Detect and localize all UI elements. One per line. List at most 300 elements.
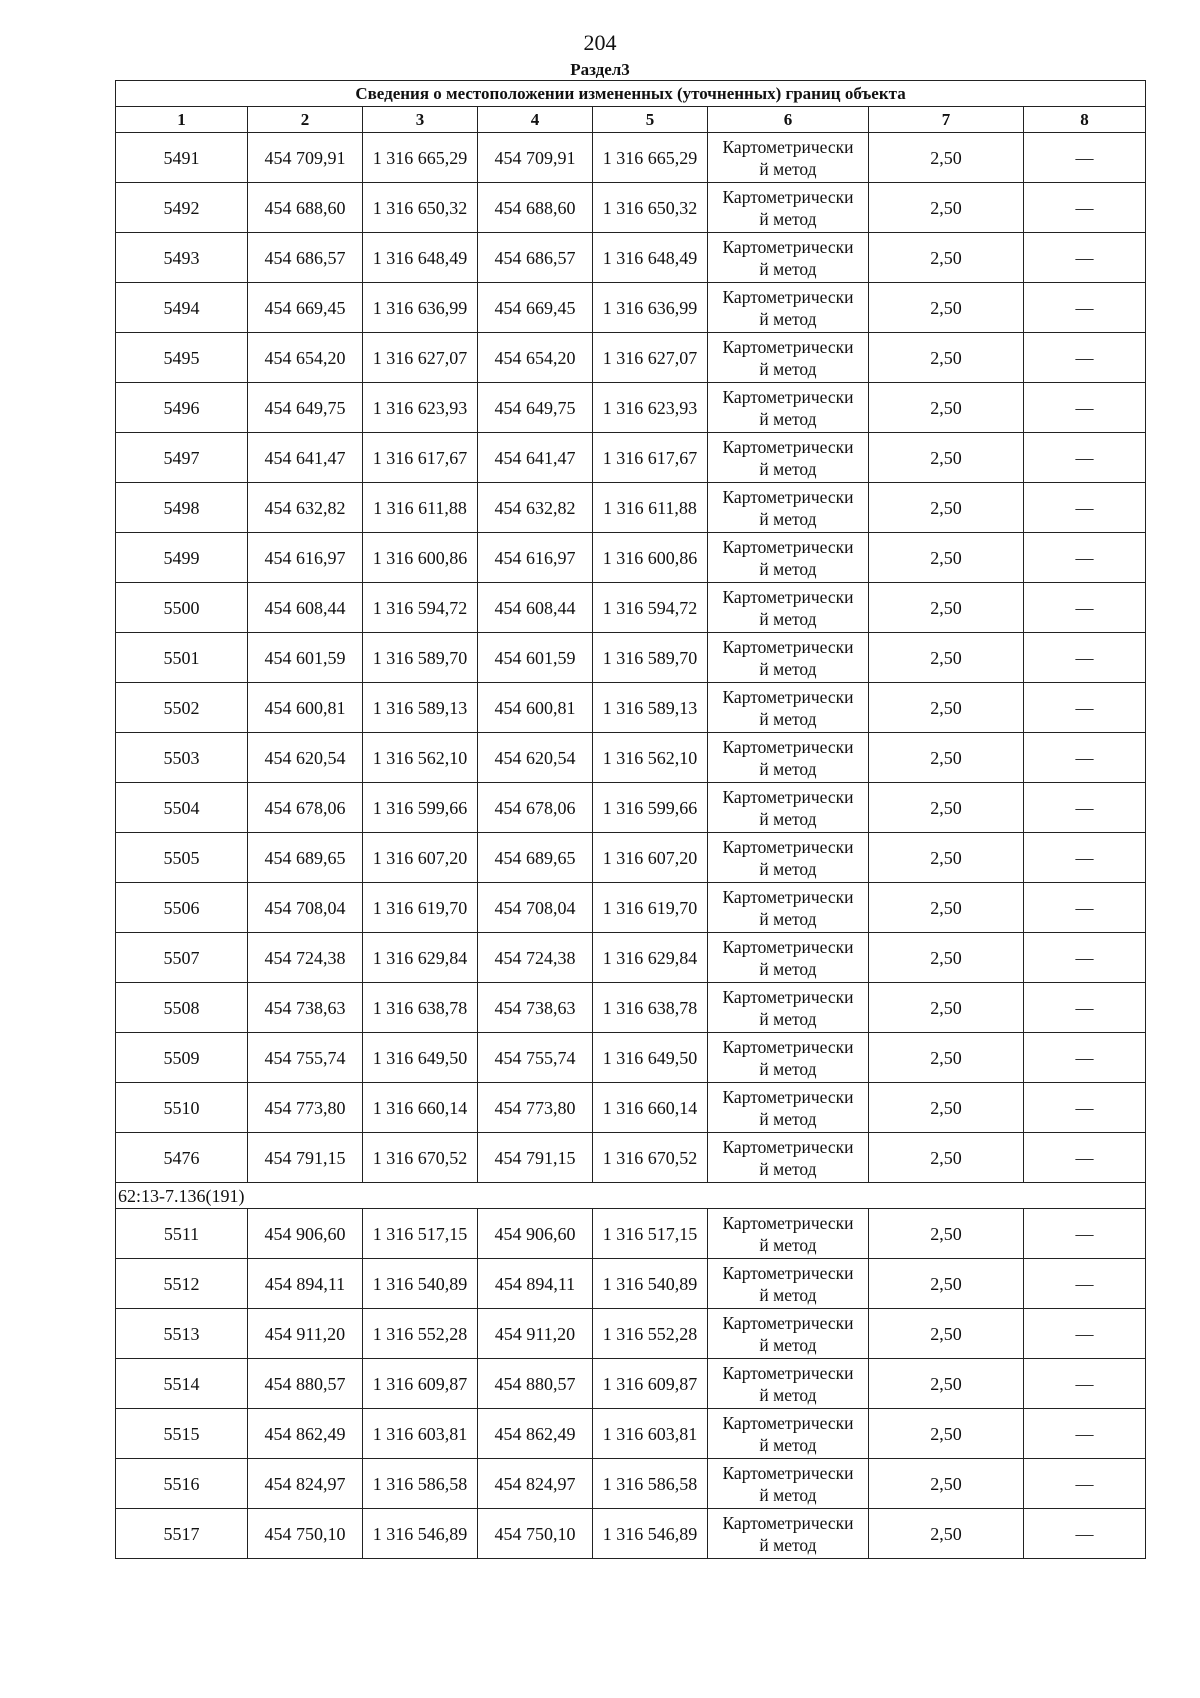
table-row — [116, 1133, 1146, 1183]
method-cell — [708, 483, 869, 533]
y-coordinate-cell: 1 316 650,32 — [363, 183, 478, 233]
method-text-line1: Картометрически — [722, 136, 854, 157]
x-coordinate-cell: 454 709,91 — [248, 133, 363, 183]
y-coordinate-cell: 1 316 617,67 — [593, 433, 708, 483]
x-coordinate-cell: 454 862,49 — [248, 1409, 363, 1459]
point-number-cell: 5495 — [116, 333, 248, 383]
y-coordinate-cell: 1 316 586,58 — [593, 1459, 708, 1509]
x-coordinate-cell: 454 608,44 — [478, 583, 593, 633]
point-number-cell: 5494 — [116, 283, 248, 333]
y-coordinate-cell: 1 316 562,10 — [593, 733, 708, 783]
x-coordinate-cell: 454 880,57 — [478, 1359, 593, 1409]
description-cell: — — [1024, 433, 1146, 483]
x-coordinate-cell: 454 906,60 — [248, 1209, 363, 1259]
method-text-line2: й метод — [759, 1334, 817, 1355]
y-coordinate-cell: 1 316 594,72 — [363, 583, 478, 633]
method-text-line1: Картометрически — [722, 536, 854, 557]
table-row — [116, 1083, 1146, 1133]
x-coordinate-cell: 454 616,97 — [478, 533, 593, 583]
method-text-line1: Картометрически — [722, 436, 854, 457]
table-row — [116, 1259, 1146, 1309]
x-coordinate-cell: 454 862,49 — [478, 1409, 593, 1459]
y-coordinate-cell: 1 316 552,28 — [363, 1309, 478, 1359]
y-coordinate-cell: 1 316 660,14 — [593, 1083, 708, 1133]
table-row — [116, 783, 1146, 833]
table-row — [116, 583, 1146, 633]
y-coordinate-cell: 1 316 600,86 — [363, 533, 478, 583]
table-row — [116, 833, 1146, 883]
y-coordinate-cell: 1 316 611,88 — [593, 483, 708, 533]
section-title: Раздел3 — [570, 60, 630, 79]
method-cell — [708, 1409, 869, 1459]
point-number-cell: 5476 — [116, 1133, 248, 1183]
table-row — [116, 133, 1146, 183]
point-number-cell: 5503 — [116, 733, 248, 783]
y-coordinate-cell: 1 316 603,81 — [363, 1409, 478, 1459]
y-coordinate-cell: 1 316 589,13 — [363, 683, 478, 733]
method-cell — [708, 1083, 869, 1133]
method-cell — [708, 1359, 869, 1409]
x-coordinate-cell: 454 738,63 — [478, 983, 593, 1033]
table-row — [116, 483, 1146, 533]
table-row — [116, 1359, 1146, 1409]
description-cell: — — [1024, 983, 1146, 1033]
point-number-cell: 5514 — [116, 1359, 248, 1409]
description-cell: — — [1024, 733, 1146, 783]
x-coordinate-cell: 454 906,60 — [478, 1209, 593, 1259]
description-cell: — — [1024, 1459, 1146, 1509]
method-cell — [708, 783, 869, 833]
point-number-cell: 5515 — [116, 1409, 248, 1459]
method-cell — [708, 983, 869, 1033]
method-text-line1: Картометрически — [722, 1412, 854, 1433]
x-coordinate-cell: 454 686,57 — [478, 233, 593, 283]
method-text-line2: й метод — [759, 1108, 817, 1129]
point-number-cell: 5506 — [116, 883, 248, 933]
method-text-line2: й метод — [759, 708, 817, 729]
x-coordinate-cell: 454 678,06 — [248, 783, 363, 833]
x-coordinate-cell: 454 669,45 — [478, 283, 593, 333]
method-text-line2: й метод — [759, 808, 817, 829]
method-text-line1: Картометрически — [722, 186, 854, 207]
x-coordinate-cell: 454 755,74 — [478, 1033, 593, 1083]
column-header: 3 — [363, 107, 478, 133]
x-coordinate-cell: 454 678,06 — [478, 783, 593, 833]
x-coordinate-cell: 454 654,20 — [478, 333, 593, 383]
method-text-line2: й метод — [759, 308, 817, 329]
accuracy-cell: 2,50 — [869, 1259, 1024, 1309]
x-coordinate-cell: 454 791,15 — [248, 1133, 363, 1183]
x-coordinate-cell: 454 632,82 — [478, 483, 593, 533]
method-text-line1: Картометрически — [722, 786, 854, 807]
x-coordinate-cell: 454 641,47 — [248, 433, 363, 483]
y-coordinate-cell: 1 316 517,15 — [363, 1209, 478, 1259]
description-cell: — — [1024, 1133, 1146, 1183]
method-cell — [708, 1259, 869, 1309]
y-coordinate-cell: 1 316 627,07 — [363, 333, 478, 383]
y-coordinate-cell: 1 316 636,99 — [593, 283, 708, 333]
description-cell: — — [1024, 1033, 1146, 1083]
method-cell — [708, 883, 869, 933]
method-text-line2: й метод — [759, 1158, 817, 1179]
method-cell — [708, 533, 869, 583]
method-cell — [708, 683, 869, 733]
table-row — [116, 233, 1146, 283]
table-row — [116, 1209, 1146, 1259]
method-text-line2: й метод — [759, 1058, 817, 1079]
method-cell — [708, 283, 869, 333]
method-text-line2: й метод — [759, 508, 817, 529]
description-cell: — — [1024, 483, 1146, 533]
column-header: 1 — [116, 107, 248, 133]
method-text-line1: Картометрически — [722, 1212, 854, 1233]
method-text-line1: Картометрически — [722, 1362, 854, 1383]
x-coordinate-cell: 454 824,97 — [248, 1459, 363, 1509]
point-number-cell: 5502 — [116, 683, 248, 733]
method-text-line2: й метод — [759, 558, 817, 579]
method-text-line1: Картометрически — [722, 986, 854, 1007]
x-coordinate-cell: 454 911,20 — [248, 1309, 363, 1359]
method-text-line2: й метод — [759, 1434, 817, 1455]
method-cell — [708, 633, 869, 683]
table-row — [116, 383, 1146, 433]
y-coordinate-cell: 1 316 670,52 — [593, 1133, 708, 1183]
accuracy-cell: 2,50 — [869, 183, 1024, 233]
accuracy-cell: 2,50 — [869, 1509, 1024, 1559]
table-row — [116, 883, 1146, 933]
method-cell — [708, 333, 869, 383]
method-text-line2: й метод — [759, 858, 817, 879]
method-text-line1: Картометрически — [722, 1462, 854, 1483]
x-coordinate-cell: 454 641,47 — [478, 433, 593, 483]
x-coordinate-cell: 454 600,81 — [478, 683, 593, 733]
method-text-line2: й метод — [759, 1384, 817, 1405]
description-cell: — — [1024, 933, 1146, 983]
x-coordinate-cell: 454 601,59 — [248, 633, 363, 683]
x-coordinate-cell: 454 724,38 — [478, 933, 593, 983]
method-text-line1: Картометрически — [722, 1312, 854, 1333]
method-text-line2: й метод — [759, 408, 817, 429]
method-text-line2: й метод — [759, 158, 817, 179]
x-coordinate-cell: 454 600,81 — [248, 683, 363, 733]
accuracy-cell: 2,50 — [869, 583, 1024, 633]
accuracy-cell: 2,50 — [869, 933, 1024, 983]
x-coordinate-cell: 454 620,54 — [478, 733, 593, 783]
y-coordinate-cell: 1 316 609,87 — [363, 1359, 478, 1409]
y-coordinate-cell: 1 316 660,14 — [363, 1083, 478, 1133]
method-cell — [708, 1033, 869, 1083]
accuracy-cell: 2,50 — [869, 833, 1024, 883]
table-row — [116, 933, 1146, 983]
method-text-line2: й метод — [759, 258, 817, 279]
point-number-cell: 5497 — [116, 433, 248, 483]
method-text-line1: Картометрически — [722, 236, 854, 257]
description-cell: — — [1024, 883, 1146, 933]
y-coordinate-cell: 1 316 623,93 — [363, 383, 478, 433]
method-text-line1: Картометрически — [722, 636, 854, 657]
table-row — [116, 283, 1146, 333]
description-cell: — — [1024, 333, 1146, 383]
y-coordinate-cell: 1 316 629,84 — [593, 933, 708, 983]
accuracy-cell: 2,50 — [869, 783, 1024, 833]
column-header: 5 — [593, 107, 708, 133]
y-coordinate-cell: 1 316 619,70 — [363, 883, 478, 933]
table-title: Сведения о местоположении измененных (уточненных) границ объекта — [116, 81, 1146, 107]
x-coordinate-cell: 454 709,91 — [478, 133, 593, 183]
method-cell — [708, 183, 869, 233]
table-row — [116, 1033, 1146, 1083]
description-cell: — — [1024, 1409, 1146, 1459]
y-coordinate-cell: 1 316 649,50 — [593, 1033, 708, 1083]
x-coordinate-cell: 454 654,20 — [248, 333, 363, 383]
method-text-line1: Картометрически — [722, 1136, 854, 1157]
y-coordinate-cell: 1 316 599,66 — [593, 783, 708, 833]
y-coordinate-cell: 1 316 589,70 — [363, 633, 478, 683]
y-coordinate-cell: 1 316 607,20 — [593, 833, 708, 883]
description-cell: — — [1024, 1509, 1146, 1559]
method-text-line2: й метод — [759, 1008, 817, 1029]
method-text-line1: Картометрически — [722, 1036, 854, 1057]
column-header: 7 — [869, 107, 1024, 133]
table-row — [116, 183, 1146, 233]
method-text-line1: Картометрически — [722, 936, 854, 957]
point-number-cell: 5510 — [116, 1083, 248, 1133]
method-text-line1: Картометрически — [722, 286, 854, 307]
method-text-line1: Картометрически — [722, 486, 854, 507]
y-coordinate-cell: 1 316 650,32 — [593, 183, 708, 233]
accuracy-cell: 2,50 — [869, 733, 1024, 783]
x-coordinate-cell: 454 689,65 — [248, 833, 363, 883]
y-coordinate-cell: 1 316 665,29 — [593, 133, 708, 183]
x-coordinate-cell: 454 755,74 — [248, 1033, 363, 1083]
x-coordinate-cell: 454 708,04 — [248, 883, 363, 933]
y-coordinate-cell: 1 316 649,50 — [363, 1033, 478, 1083]
description-cell: — — [1024, 183, 1146, 233]
method-text-line2: й метод — [759, 208, 817, 229]
y-coordinate-cell: 1 316 665,29 — [363, 133, 478, 183]
method-text-line1: Картометрически — [722, 586, 854, 607]
y-coordinate-cell: 1 316 609,87 — [593, 1359, 708, 1409]
coordinates-table — [115, 80, 1146, 1559]
method-cell — [708, 133, 869, 183]
y-coordinate-cell: 1 316 546,89 — [363, 1509, 478, 1559]
method-cell — [708, 433, 869, 483]
x-coordinate-cell: 454 632,82 — [248, 483, 363, 533]
x-coordinate-cell: 454 649,75 — [478, 383, 593, 433]
description-cell: — — [1024, 133, 1146, 183]
y-coordinate-cell: 1 316 623,93 — [593, 383, 708, 433]
description-cell: — — [1024, 1259, 1146, 1309]
method-text-line1: Картометрически — [722, 1512, 854, 1533]
x-coordinate-cell: 454 750,10 — [478, 1509, 593, 1559]
method-text-line1: Картометрически — [722, 336, 854, 357]
y-coordinate-cell: 1 316 619,70 — [593, 883, 708, 933]
description-cell: — — [1024, 833, 1146, 883]
y-coordinate-cell: 1 316 600,86 — [593, 533, 708, 583]
x-coordinate-cell: 454 669,45 — [248, 283, 363, 333]
accuracy-cell: 2,50 — [869, 533, 1024, 583]
description-cell: — — [1024, 683, 1146, 733]
method-cell — [708, 833, 869, 883]
method-text-line1: Картометрически — [722, 386, 854, 407]
description-cell: — — [1024, 283, 1146, 333]
y-coordinate-cell: 1 316 603,81 — [593, 1409, 708, 1459]
table-row — [116, 633, 1146, 683]
method-cell — [708, 1509, 869, 1559]
x-coordinate-cell: 454 601,59 — [478, 633, 593, 683]
accuracy-cell: 2,50 — [869, 433, 1024, 483]
description-cell: — — [1024, 383, 1146, 433]
point-number-cell: 5498 — [116, 483, 248, 533]
accuracy-cell: 2,50 — [869, 883, 1024, 933]
table-row — [116, 1409, 1146, 1459]
x-coordinate-cell: 454 688,60 — [248, 183, 363, 233]
point-number-cell: 5492 — [116, 183, 248, 233]
accuracy-cell: 2,50 — [869, 1359, 1024, 1409]
method-text-line2: й метод — [759, 958, 817, 979]
method-cell — [708, 1209, 869, 1259]
column-header: 4 — [478, 107, 593, 133]
y-coordinate-cell: 1 316 629,84 — [363, 933, 478, 983]
y-coordinate-cell: 1 316 599,66 — [363, 783, 478, 833]
accuracy-cell: 2,50 — [869, 1133, 1024, 1183]
x-coordinate-cell: 454 608,44 — [248, 583, 363, 633]
method-text-line2: й метод — [759, 608, 817, 629]
point-number-cell: 5496 — [116, 383, 248, 433]
x-coordinate-cell: 454 773,80 — [478, 1083, 593, 1133]
x-coordinate-cell: 454 649,75 — [248, 383, 363, 433]
method-cell — [708, 1309, 869, 1359]
accuracy-cell: 2,50 — [869, 333, 1024, 383]
y-coordinate-cell: 1 316 648,49 — [363, 233, 478, 283]
description-cell: — — [1024, 633, 1146, 683]
x-coordinate-cell: 454 738,63 — [248, 983, 363, 1033]
table-row — [116, 533, 1146, 583]
x-coordinate-cell: 454 824,97 — [478, 1459, 593, 1509]
point-number-cell: 5505 — [116, 833, 248, 883]
x-coordinate-cell: 454 724,38 — [248, 933, 363, 983]
description-cell: — — [1024, 533, 1146, 583]
accuracy-cell: 2,50 — [869, 233, 1024, 283]
x-coordinate-cell: 454 708,04 — [478, 883, 593, 933]
point-number-cell: 5501 — [116, 633, 248, 683]
method-text-line2: й метод — [759, 358, 817, 379]
method-text-line2: й метод — [759, 758, 817, 779]
point-number-cell: 5512 — [116, 1259, 248, 1309]
point-number-cell: 5491 — [116, 133, 248, 183]
point-number-cell: 5499 — [116, 533, 248, 583]
description-cell: — — [1024, 233, 1146, 283]
accuracy-cell: 2,50 — [869, 1309, 1024, 1359]
point-number-cell: 5500 — [116, 583, 248, 633]
point-number-cell: 5511 — [116, 1209, 248, 1259]
y-coordinate-cell: 1 316 540,89 — [363, 1259, 478, 1309]
x-coordinate-cell: 454 894,11 — [478, 1259, 593, 1309]
x-coordinate-cell: 454 620,54 — [248, 733, 363, 783]
table-body — [116, 133, 1146, 1559]
y-coordinate-cell: 1 316 607,20 — [363, 833, 478, 883]
column-header: 2 — [248, 107, 363, 133]
y-coordinate-cell: 1 316 586,58 — [363, 1459, 478, 1509]
method-cell — [708, 733, 869, 783]
description-cell: — — [1024, 1359, 1146, 1409]
method-cell — [708, 583, 869, 633]
method-cell — [708, 233, 869, 283]
table-row — [116, 1309, 1146, 1359]
column-header: 8 — [1024, 107, 1146, 133]
description-cell: — — [1024, 1209, 1146, 1259]
method-text-line1: Картометрически — [722, 736, 854, 757]
x-coordinate-cell: 454 689,65 — [478, 833, 593, 883]
x-coordinate-cell: 454 911,20 — [478, 1309, 593, 1359]
accuracy-cell: 2,50 — [869, 383, 1024, 433]
x-coordinate-cell: 454 688,60 — [478, 183, 593, 233]
x-coordinate-cell: 454 750,10 — [248, 1509, 363, 1559]
page-number: 204 — [583, 30, 617, 55]
description-cell: — — [1024, 783, 1146, 833]
method-text-line2: й метод — [759, 658, 817, 679]
table-row — [116, 1459, 1146, 1509]
method-text-line1: Картометрически — [722, 836, 854, 857]
method-text-line1: Картометрически — [722, 1262, 854, 1283]
y-coordinate-cell: 1 316 638,78 — [593, 983, 708, 1033]
group-row — [116, 1183, 1146, 1209]
y-coordinate-cell: 1 316 638,78 — [363, 983, 478, 1033]
point-number-cell: 5493 — [116, 233, 248, 283]
x-coordinate-cell: 454 791,15 — [478, 1133, 593, 1183]
y-coordinate-cell: 1 316 594,72 — [593, 583, 708, 633]
y-coordinate-cell: 1 316 617,67 — [363, 433, 478, 483]
x-coordinate-cell: 454 894,11 — [248, 1259, 363, 1309]
accuracy-cell: 2,50 — [869, 1033, 1024, 1083]
table-row — [116, 1509, 1146, 1559]
y-coordinate-cell: 1 316 627,07 — [593, 333, 708, 383]
point-number-cell: 5507 — [116, 933, 248, 983]
method-text-line2: й метод — [759, 908, 817, 929]
table-row — [116, 333, 1146, 383]
accuracy-cell: 2,50 — [869, 683, 1024, 733]
method-text-line2: й метод — [759, 458, 817, 479]
table-row — [116, 433, 1146, 483]
table-row — [116, 683, 1146, 733]
accuracy-cell: 2,50 — [869, 283, 1024, 333]
y-coordinate-cell: 1 316 648,49 — [593, 233, 708, 283]
y-coordinate-cell: 1 316 611,88 — [363, 483, 478, 533]
accuracy-cell: 2,50 — [869, 1459, 1024, 1509]
description-cell: — — [1024, 1083, 1146, 1133]
column-header-row — [116, 107, 1146, 133]
x-coordinate-cell: 454 686,57 — [248, 233, 363, 283]
y-coordinate-cell: 1 316 670,52 — [363, 1133, 478, 1183]
group-label: 62:13-7.136(191) — [116, 1183, 1146, 1209]
table-row — [116, 733, 1146, 783]
method-text-line1: Картометрически — [722, 686, 854, 707]
point-number-cell: 5517 — [116, 1509, 248, 1559]
method-cell — [708, 1133, 869, 1183]
y-coordinate-cell: 1 316 589,70 — [593, 633, 708, 683]
method-cell — [708, 383, 869, 433]
y-coordinate-cell: 1 316 517,15 — [593, 1209, 708, 1259]
column-header: 6 — [708, 107, 869, 133]
point-number-cell: 5513 — [116, 1309, 248, 1359]
x-coordinate-cell: 454 616,97 — [248, 533, 363, 583]
y-coordinate-cell: 1 316 589,13 — [593, 683, 708, 733]
point-number-cell: 5509 — [116, 1033, 248, 1083]
y-coordinate-cell: 1 316 636,99 — [363, 283, 478, 333]
accuracy-cell: 2,50 — [869, 633, 1024, 683]
method-cell — [708, 1459, 869, 1509]
point-number-cell: 5516 — [116, 1459, 248, 1509]
